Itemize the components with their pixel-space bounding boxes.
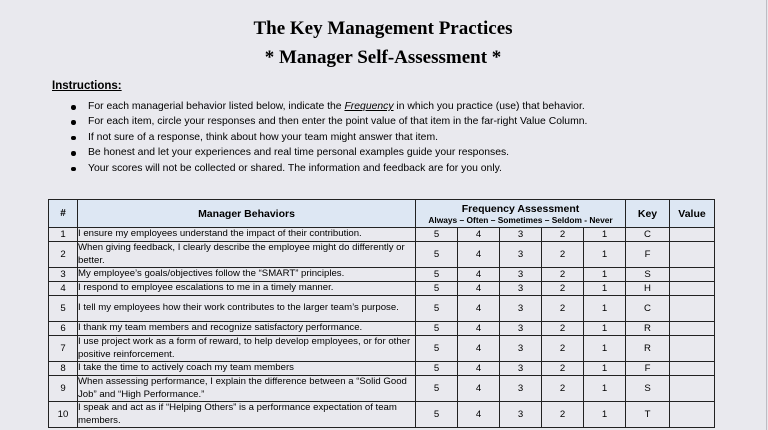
behavior-text: When giving feedback, I clearly describe the employee might do differently or better.: [78, 242, 416, 268]
instruction-emphasis: Frequency: [344, 101, 394, 112]
score-option-3[interactable]: 3: [500, 242, 542, 268]
assessment-table: [48, 199, 715, 428]
score-option-5[interactable]: 5: [416, 296, 458, 322]
table-row: [49, 402, 715, 428]
score-option-1[interactable]: 1: [584, 228, 626, 242]
value-input-cell[interactable]: [670, 402, 715, 428]
score-option-1[interactable]: 1: [584, 362, 626, 376]
score-option-3[interactable]: 3: [500, 402, 542, 428]
behavior-text: I take the time to actively coach my team members: [78, 362, 416, 376]
row-number: 8: [49, 362, 78, 376]
score-option-4[interactable]: 4: [458, 296, 500, 322]
score-option-4[interactable]: 4: [458, 402, 500, 428]
score-option-1[interactable]: 1: [584, 322, 626, 336]
score-option-1[interactable]: 1: [584, 402, 626, 428]
value-input-cell[interactable]: [670, 336, 715, 362]
score-option-2[interactable]: 2: [542, 402, 584, 428]
key-cell: R: [626, 336, 670, 362]
key-cell: F: [626, 362, 670, 376]
table-row: [49, 282, 715, 296]
score-option-3[interactable]: 3: [500, 282, 542, 296]
page-title: The Key Management Practices: [253, 18, 513, 39]
key-cell: H: [626, 282, 670, 296]
score-option-3[interactable]: 3: [500, 362, 542, 376]
table-row: [49, 376, 715, 402]
behavior-text: I respond to employee escalations to me in a timely manner.: [78, 282, 416, 296]
score-option-3[interactable]: 3: [500, 376, 542, 402]
score-option-3[interactable]: 3: [500, 296, 542, 322]
value-input-cell[interactable]: [670, 282, 715, 296]
score-option-5[interactable]: 5: [416, 362, 458, 376]
behavior-text: I use project work as a form of reward, to help develop employees, or for other positive reinforcement.: [78, 336, 416, 362]
score-option-4[interactable]: 4: [458, 362, 500, 376]
row-number: 2: [49, 242, 78, 268]
instruction-text-end: in which you practice (use) that behavior.: [393, 101, 585, 112]
table-row: [49, 228, 715, 242]
value-input-cell[interactable]: [670, 296, 715, 322]
instruction-item: [52, 99, 587, 114]
row-number: 5: [49, 296, 78, 322]
table-header-row: [49, 200, 715, 228]
row-number: 9: [49, 376, 78, 402]
header-num: #: [49, 200, 78, 228]
value-input-cell[interactable]: [670, 376, 715, 402]
score-option-1[interactable]: 1: [584, 376, 626, 402]
instruction-text: If not sure of a response, think about how your team might answer that item.: [88, 131, 438, 143]
instruction-item: [52, 114, 587, 129]
behavior-text: I ensure my employees understand the impact of their contribution.: [78, 228, 416, 242]
behavior-text: I speak and act as if “Helping Others” is a performance expectation of team members.: [78, 402, 416, 428]
table-row: [49, 296, 715, 322]
value-input-cell[interactable]: [670, 322, 715, 336]
score-option-2[interactable]: 2: [542, 296, 584, 322]
score-option-4[interactable]: 4: [458, 376, 500, 402]
score-option-3[interactable]: 3: [500, 228, 542, 242]
header-value: Value: [670, 200, 715, 228]
score-option-5[interactable]: 5: [416, 336, 458, 362]
score-option-3[interactable]: 3: [500, 322, 542, 336]
score-option-1[interactable]: 1: [584, 242, 626, 268]
behavior-text: When assessing performance, I explain the difference between a “Solid Good Job” and “High Performance.”: [78, 376, 416, 402]
score-option-5[interactable]: 5: [416, 242, 458, 268]
row-number: 10: [49, 402, 78, 428]
header-frequency-scale: Always – Often – Sometimes – Seldom - Never: [428, 214, 613, 225]
score-option-4[interactable]: 4: [458, 228, 500, 242]
table-row: [49, 362, 715, 376]
key-cell: C: [626, 228, 670, 242]
instruction-item: [52, 161, 587, 176]
instruction-text: For each managerial behavior listed below, indicate the: [88, 101, 345, 112]
instruction-text: For each item, circle your responses and then enter the point value of that item in the far-right Value Column.: [88, 116, 588, 128]
score-option-5[interactable]: 5: [416, 228, 458, 242]
header-frequency: [416, 200, 626, 228]
header-behaviors: Manager Behaviors: [78, 200, 416, 228]
score-option-4[interactable]: 4: [458, 268, 500, 282]
score-option-2[interactable]: 2: [542, 242, 584, 268]
score-option-2[interactable]: 2: [542, 376, 584, 402]
behavior-text: I thank my team members and recognize satisfactory performance.: [78, 322, 416, 336]
score-option-3[interactable]: 3: [500, 336, 542, 362]
row-number: 3: [49, 268, 78, 282]
instructions-heading: Instructions:: [52, 80, 122, 92]
score-option-1[interactable]: 1: [584, 282, 626, 296]
value-input-cell[interactable]: [670, 362, 715, 376]
score-option-4[interactable]: 4: [458, 282, 500, 296]
score-option-5[interactable]: 5: [416, 268, 458, 282]
value-input-cell[interactable]: [670, 268, 715, 282]
page-subtitle: * Manager Self-Assessment *: [264, 47, 502, 68]
table-row: [49, 268, 715, 282]
header-key: Key: [626, 200, 670, 228]
score-option-1[interactable]: 1: [584, 336, 626, 362]
table-row: [49, 322, 715, 336]
row-number: 4: [49, 282, 78, 296]
score-option-2[interactable]: 2: [542, 228, 584, 242]
value-input-cell[interactable]: [670, 228, 715, 242]
score-option-2[interactable]: 2: [542, 336, 584, 362]
row-number: 7: [49, 336, 78, 362]
score-option-5[interactable]: 5: [416, 322, 458, 336]
key-cell: F: [626, 242, 670, 268]
score-option-3[interactable]: 3: [500, 268, 542, 282]
row-number: 6: [49, 322, 78, 336]
header-frequency-title: Frequency Assessment: [461, 202, 580, 215]
table-row: [49, 242, 715, 268]
instruction-item: [52, 130, 587, 145]
score-option-5[interactable]: 5: [416, 402, 458, 428]
score-option-4[interactable]: 4: [458, 322, 500, 336]
score-option-5[interactable]: 5: [416, 376, 458, 402]
behavior-text: My employee’s goals/objectives follow the “SMART” principles.: [78, 268, 416, 282]
row-number: 1: [49, 228, 78, 242]
score-option-5[interactable]: 5: [416, 282, 458, 296]
instruction-item: [52, 145, 587, 160]
value-input-cell[interactable]: [670, 242, 715, 268]
key-cell: C: [626, 296, 670, 322]
score-option-2[interactable]: 2: [542, 322, 584, 336]
score-option-2[interactable]: 2: [542, 362, 584, 376]
score-option-4[interactable]: 4: [458, 336, 500, 362]
instruction-text: Your scores will not be collected or shared. The information and feedback are for you only.: [88, 162, 502, 174]
key-cell: T: [626, 402, 670, 428]
key-cell: S: [626, 376, 670, 402]
score-option-4[interactable]: 4: [458, 242, 500, 268]
score-option-2[interactable]: 2: [542, 268, 584, 282]
score-option-1[interactable]: 1: [584, 268, 626, 282]
instruction-text: Be honest and let your experiences and real time personal examples guide your responses.: [88, 147, 510, 159]
score-option-1[interactable]: 1: [584, 296, 626, 322]
instructions-list: [52, 99, 587, 176]
behavior-text: I tell my employees how their work contributes to the larger team’s purpose.: [78, 296, 416, 322]
score-option-2[interactable]: 2: [542, 282, 584, 296]
table-row: [49, 336, 715, 362]
key-cell: R: [626, 322, 670, 336]
key-cell: S: [626, 268, 670, 282]
